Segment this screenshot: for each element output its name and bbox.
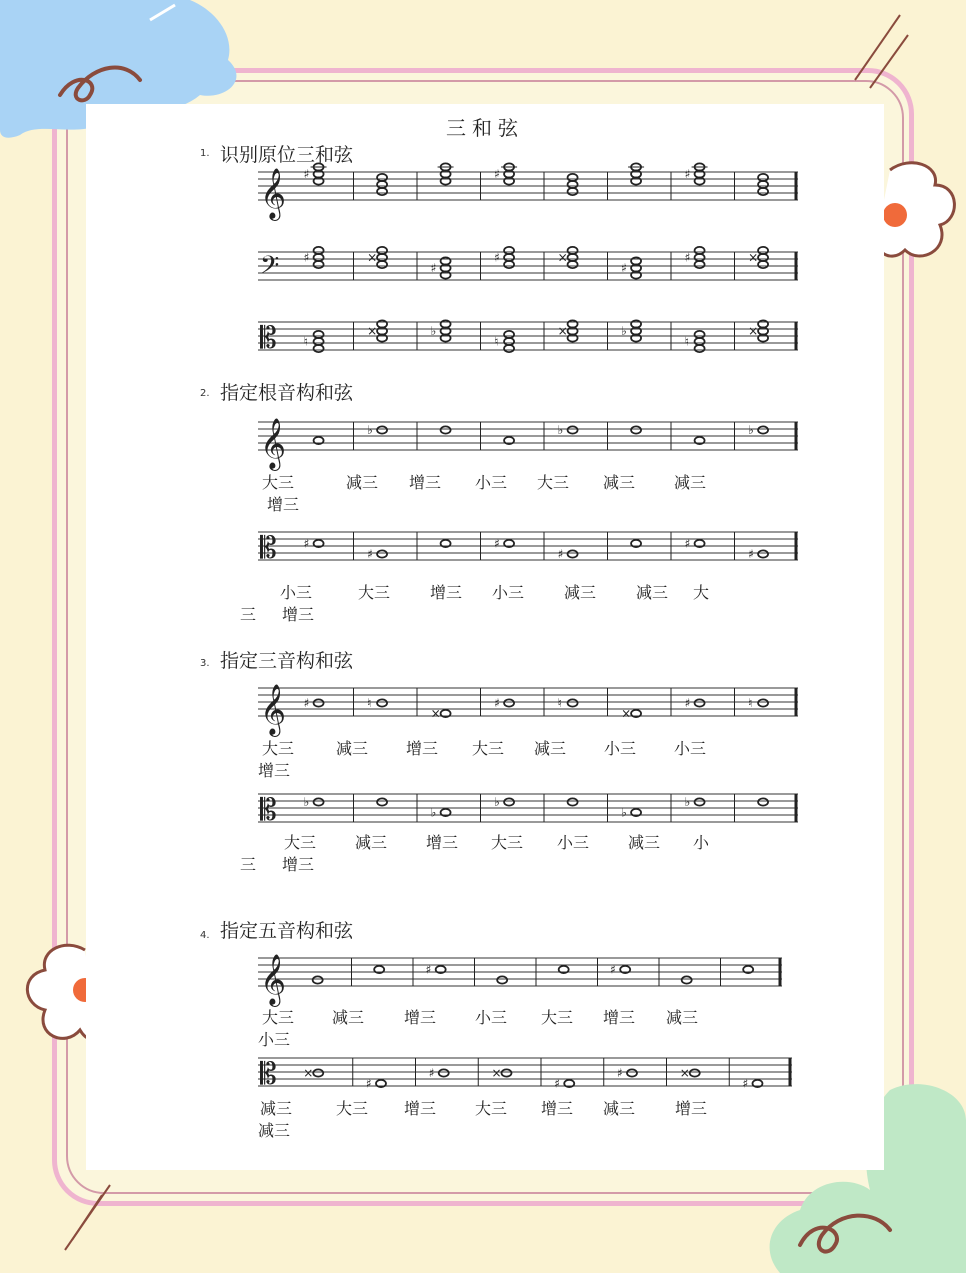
chord-label: 大三 [262, 739, 295, 758]
chord-label: 减三 [260, 1099, 293, 1118]
chord-label: 大三 [262, 1008, 295, 1027]
accidental-icon: ♯ [557, 547, 564, 561]
page-title: 三和弦 [446, 116, 524, 140]
whole-note [568, 798, 578, 805]
chord-label: 三 [240, 605, 257, 624]
staff-1-alto [258, 308, 798, 368]
whole-note [568, 699, 578, 706]
chord-label: 小三 [604, 739, 637, 758]
accidental-icon: × [367, 324, 378, 338]
accidental-icon: × [303, 1066, 314, 1080]
accidental-icon: ♯ [610, 962, 616, 977]
accidental-icon: ♯ [303, 167, 310, 181]
accidental-icon: ♯ [684, 167, 691, 181]
whole-note [377, 550, 387, 557]
accidental-icon: ♭ [494, 795, 500, 809]
accidental-icon: ♯ [494, 536, 500, 551]
chord-label: 减三 [603, 1099, 636, 1118]
chord-label: 增三 [282, 605, 315, 624]
chord-label: 大 [693, 583, 710, 602]
accidental-icon: ♮ [557, 696, 562, 710]
chord-label: 大三 [358, 583, 391, 602]
accidental-icon: ♯ [684, 250, 691, 265]
chord-label: 增三 [541, 1099, 574, 1118]
accidental-icon: × [621, 706, 632, 721]
whole-note [314, 798, 324, 805]
chord-label: 减三 [336, 739, 369, 758]
whole-note [504, 699, 514, 706]
slash-decoration-top [850, 10, 910, 90]
whole-note [758, 699, 768, 706]
chord-label: 增三 [406, 739, 439, 758]
accidental-icon: ♮ [684, 334, 689, 349]
accidental-icon: ♯ [684, 696, 691, 710]
alto-clef-icon: 𝄡 [260, 531, 277, 566]
staff-1-treble [258, 158, 798, 218]
whole-note [439, 1069, 449, 1076]
section-4-number: 4. [200, 930, 210, 941]
chord-label: 大三 [537, 473, 570, 492]
whole-note [690, 1069, 700, 1076]
chord-label: 减三 [534, 739, 567, 758]
alto-clef-icon: 𝄡 [260, 321, 277, 356]
whole-note [568, 550, 578, 557]
section-2-number: 2. [200, 388, 210, 399]
section-1-number: 1. [200, 148, 210, 159]
chord-label: 减三 [628, 833, 661, 852]
accidental-icon: ♯ [748, 547, 754, 561]
accidental-icon: ♭ [430, 805, 437, 820]
accidental-icon: ♯ [303, 696, 310, 710]
chord-label: 增三 [282, 855, 315, 874]
accidental-icon: × [557, 250, 568, 265]
chord-label: 小三 [280, 583, 313, 602]
whole-note [627, 1069, 637, 1076]
treble-clef-icon: 𝄞 [260, 954, 287, 1005]
accidental-icon: × [748, 250, 759, 265]
chord-label: 减三 [636, 583, 669, 602]
staff-2-treble [258, 408, 798, 468]
accidental-icon: ♯ [616, 1066, 623, 1080]
slash-decoration-bottom [60, 1180, 120, 1260]
chord-label: 减三 [666, 1008, 699, 1027]
accidental-icon: ♯ [494, 696, 500, 710]
accidental-icon: ♯ [494, 250, 500, 265]
section-3-number: 3. [200, 658, 210, 669]
chord-label: 大三 [262, 473, 295, 492]
chord-label: 减三 [332, 1008, 365, 1027]
chord-label: 三 [240, 855, 257, 874]
whole-note [682, 976, 692, 983]
staff-4-treble [258, 944, 782, 1004]
whole-note [758, 798, 768, 805]
accidental-icon: ♯ [303, 250, 310, 265]
chord-label: 减三 [564, 583, 597, 602]
section-2-heading: 指定根音构和弦 [220, 382, 354, 404]
accidental-icon: ♯ [365, 1076, 372, 1091]
whole-note [314, 699, 324, 706]
whole-note [695, 798, 705, 805]
alto-clef-icon: 𝄡 [260, 1057, 277, 1092]
accidental-icon: ♭ [430, 324, 437, 338]
chord-label: 大三 [284, 833, 317, 852]
treble-clef-icon: 𝄞 [260, 168, 287, 219]
treble-clef-icon: 𝄞 [260, 684, 287, 735]
section-1-heading: 识别原位三和弦 [220, 144, 354, 166]
accidental-icon: × [557, 324, 568, 338]
accidental-icon: ♭ [367, 423, 373, 437]
chord-label: 大三 [541, 1008, 574, 1027]
chord-label: 大三 [336, 1099, 369, 1118]
accidental-icon: ♯ [430, 261, 437, 275]
whole-note [313, 1069, 323, 1076]
staff-3-treble [258, 674, 798, 734]
chord-label: 大三 [472, 739, 505, 758]
chord-label: 小三 [475, 473, 508, 492]
chord-label: 大三 [491, 833, 524, 852]
accidental-icon: ♯ [367, 547, 373, 561]
accidental-icon: × [430, 706, 441, 721]
accidental-icon: ♭ [621, 324, 627, 338]
section-4-heading: 指定五音构和弦 [220, 920, 354, 942]
chord-label: 小三 [475, 1008, 508, 1027]
chord-label: 增三 [430, 583, 463, 602]
whole-note [313, 976, 323, 983]
whole-note [497, 976, 507, 983]
accidental-icon: ♯ [554, 1076, 561, 1091]
whole-note [377, 426, 387, 433]
whole-note [501, 1069, 511, 1076]
accidental-icon: ♭ [748, 423, 754, 437]
chord-label: 增三 [675, 1099, 708, 1118]
accidental-icon: ♯ [428, 1066, 435, 1080]
accidental-icon: × [491, 1066, 502, 1080]
chord-label: 增三 [426, 833, 459, 852]
chord-label: 增三 [267, 495, 300, 514]
treble-clef-icon: 𝄞 [260, 418, 287, 469]
chord-label: 减三 [258, 1121, 291, 1140]
staff-3-alto [258, 780, 798, 830]
whole-note [758, 550, 768, 557]
whole-note [504, 798, 514, 805]
section-3-heading: 指定三音构和弦 [220, 650, 354, 672]
accidental-icon: ♮ [748, 696, 753, 710]
whole-note [631, 426, 641, 433]
chord-label: 减三 [603, 473, 636, 492]
chord-label: 小三 [557, 833, 590, 852]
chord-label: 增三 [258, 761, 291, 780]
accidental-icon: ♮ [494, 334, 499, 349]
accidental-icon: ♯ [425, 962, 432, 977]
accidental-icon: ♭ [557, 423, 564, 437]
accidental-icon: ♯ [742, 1076, 749, 1091]
accidental-icon: ♭ [303, 795, 310, 809]
whole-note [441, 426, 451, 433]
chord-label: 减三 [674, 473, 707, 492]
accidental-icon: ♮ [367, 696, 372, 710]
accidental-icon: ♯ [303, 536, 310, 551]
chord-label: 小三 [492, 583, 525, 602]
whole-note [695, 699, 705, 706]
accidental-icon: ♭ [621, 805, 627, 820]
accidental-icon: ♯ [684, 536, 691, 551]
whole-note [568, 426, 578, 433]
accidental-icon: ♯ [621, 261, 627, 275]
chord-label: 小三 [674, 739, 707, 758]
chord-label: 小三 [258, 1030, 291, 1049]
accidental-icon: × [748, 324, 759, 338]
accidental-icon: × [367, 250, 378, 265]
accidental-icon: ♯ [494, 167, 500, 181]
alto-clef-icon: 𝄡 [260, 793, 277, 828]
chord-label: 增三 [404, 1008, 437, 1027]
accidental-icon: ♮ [303, 334, 308, 349]
chord-label: 增三 [404, 1099, 437, 1118]
whole-note [758, 426, 768, 433]
bass-clef-icon: 𝄢 [260, 251, 280, 286]
staff-4-alto [258, 1044, 792, 1100]
accidental-icon: ♭ [684, 795, 691, 809]
staff-2-alto [258, 518, 798, 578]
chord-label: 增三 [603, 1008, 636, 1027]
whole-note [377, 699, 387, 706]
chord-label: 小 [693, 833, 710, 852]
accidental-icon: × [679, 1066, 690, 1080]
chord-label: 大三 [475, 1099, 508, 1118]
chord-label: 减三 [346, 473, 379, 492]
staff-1-bass [258, 238, 798, 298]
whole-note [377, 798, 387, 805]
chord-label: 增三 [409, 473, 442, 492]
chord-label: 减三 [355, 833, 388, 852]
